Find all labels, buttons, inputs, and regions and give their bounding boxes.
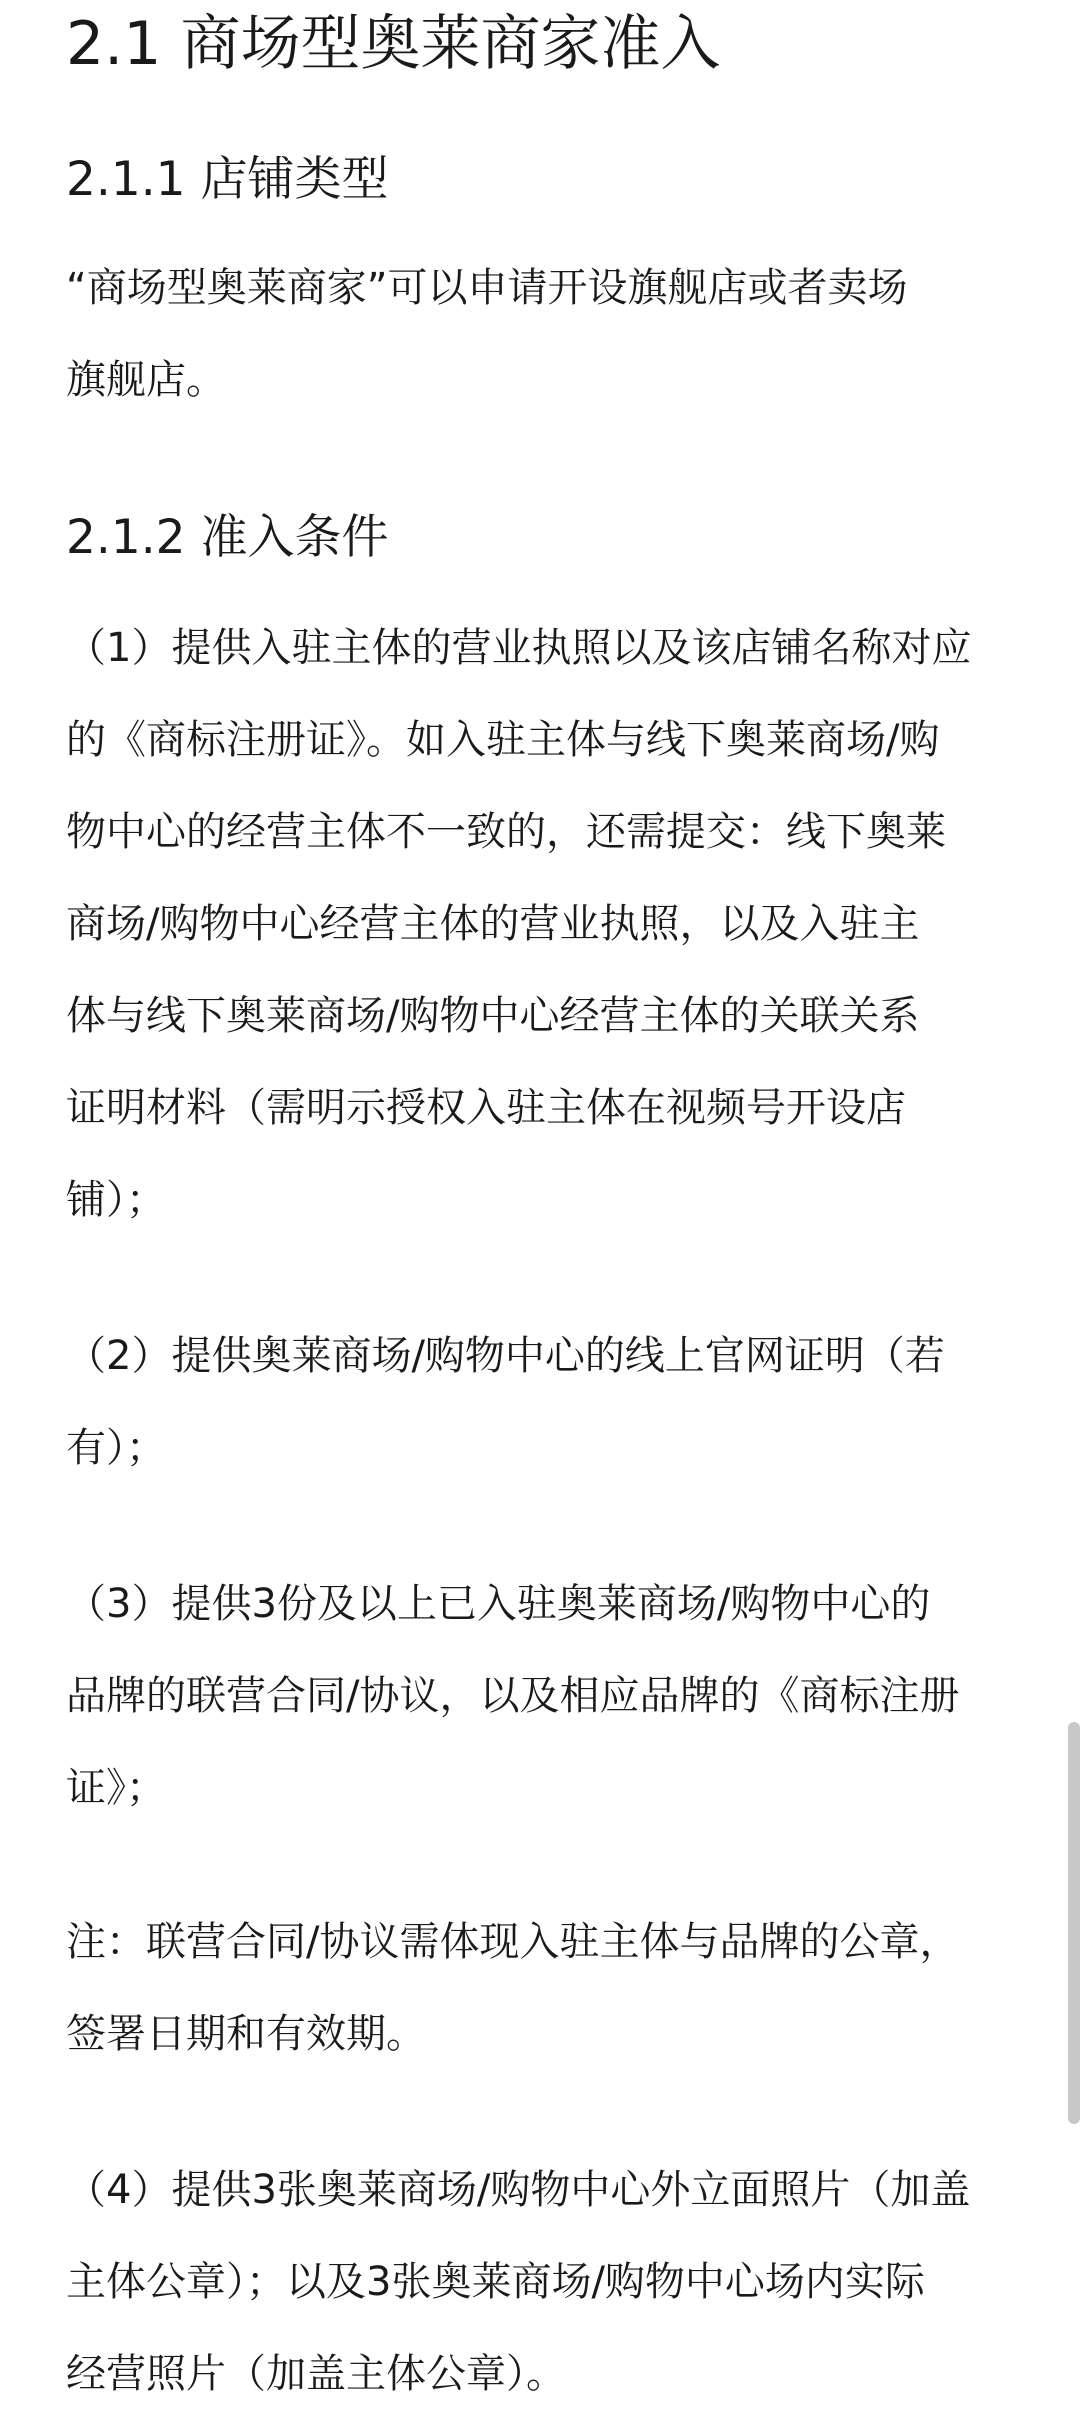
text-line: 的《商标注册证》。如入驻主体与线下奥莱商场/购 [66, 717, 940, 763]
paragraph-store-type [66, 242, 1016, 426]
text-line: （2）提供奥莱商场/购物中心的线上官网证明（若 [66, 1333, 945, 1379]
text-line: 铺）； [66, 1177, 166, 1223]
list-item-condition-3 [66, 1558, 1016, 1834]
section-title: 2.1 商场型奥莱商家准入 [66, 9, 721, 79]
subsection-title-admission-conditions: 2.1.2 准入条件 [66, 510, 389, 565]
text-line: “商场型奥莱商家”可以申请开设旗舰店或者卖场 [66, 265, 908, 311]
note-paragraph [66, 1896, 1016, 2080]
subsection-title-store-type: 2.1.1 店铺类型 [66, 152, 389, 207]
list-item-condition-2 [66, 1310, 1016, 1494]
text-line: 证明材料（需明示授权入驻主体在视频号开设店 [66, 1085, 906, 1131]
text-line: （1）提供入驻主体的营业执照以及该店铺名称对应 [66, 625, 972, 671]
list-item-condition-4 [66, 2144, 1016, 2420]
text-line: 体与线下奥莱商场/购物中心经营主体的关联关系 [66, 993, 920, 1039]
text-line: 品牌的联营合同/协议，以及相应品牌的《商标注册 [66, 1673, 960, 1719]
vertical-scrollbar[interactable] [1068, 1722, 1080, 2124]
text-line: 主体公章）；以及3张奥莱商场/购物中心场内实际 [66, 2259, 925, 2305]
text-line: 旗舰店。 [66, 357, 226, 403]
text-line: （4）提供3张奥莱商场/购物中心外立面照片（加盖 [66, 2167, 971, 2213]
text-line: 注：联营合同/协议需体现入驻主体与品牌的公章， [66, 1919, 960, 1965]
text-line: 经营照片（加盖主体公章）。 [66, 2351, 566, 2397]
list-item-condition-1 [66, 602, 1016, 1246]
text-line: （3）提供3份及以上已入驻奥莱商场/购物中心的 [66, 1581, 931, 1627]
text-line: 有）； [66, 1425, 166, 1471]
text-line: 物中心的经营主体不一致的，还需提交：线下奥莱 [66, 809, 946, 855]
text-line: 商场/购物中心经营主体的营业执照，以及入驻主 [66, 901, 920, 947]
text-line: 证》； [66, 1765, 166, 1811]
text-line: 签署日期和有效期。 [66, 2011, 426, 2057]
